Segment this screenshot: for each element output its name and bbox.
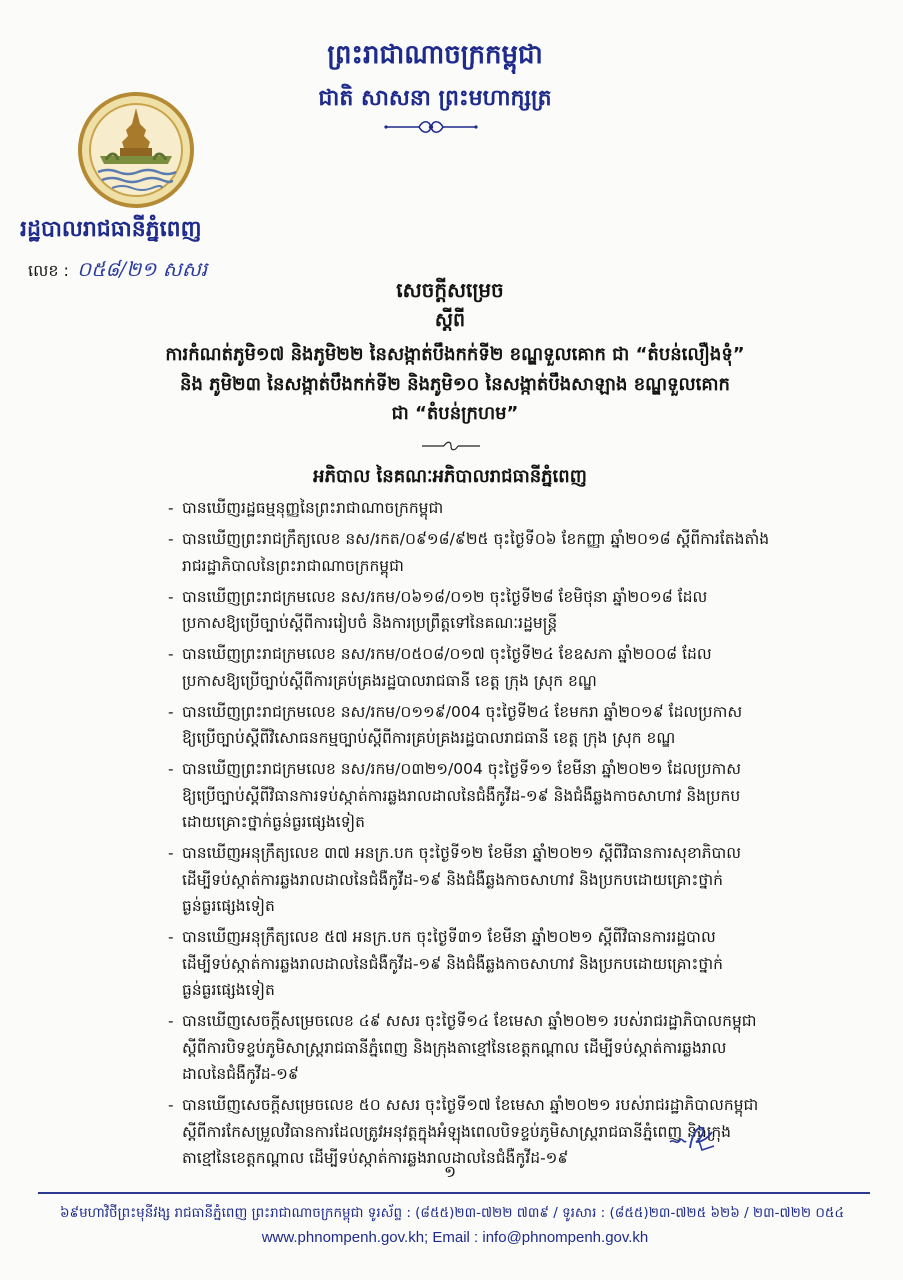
list-item — [166, 495, 858, 522]
list-line: តាខ្មៅនៃខេត្តកណ្តាល ដើម្បីទប់ស្កាត់ការឆ្លងរាលដាលនៃជំងឺកូវីដ-១៩ — [182, 1149, 569, 1167]
list-line: - បានឃើញរដ្ឋធម្មនុញ្ញនៃព្រះរាជាណាចក្រកម្ពុជា — [166, 495, 858, 522]
list-item — [166, 699, 858, 752]
list-line: ដើម្បីទប់ស្កាត់ការឆ្លងរាលដាលនៃជំងឺកូវីដ-១៩ និងជំងឺឆ្លងកាចសាហាវ និងប្រកបដោយគ្រោះថ្នាក់ — [182, 954, 723, 973]
subject-line: និង ភូមិ២៣ នៃសង្កាត់បឹងកក់ទី២ និងភូមិ១០ នៃសង្កាត់បឹងសាឡាង ខណ្ឌទួលគោក — [180, 374, 730, 395]
list-line: - បានឃើញព្រះរាជក្រមលេខ នស/រកម/០៥០៨/០១៧ ចុះថ្ងៃទី២៤ ខែឧសភា ឆ្នាំ២០០៨ ដែល — [166, 641, 858, 668]
decorative-flourish-icon — [383, 117, 479, 137]
footer-website-email: www.phnompenh.gov.kh; Email : info@phnompenh.gov.kh — [261, 1229, 649, 1246]
considerations-list — [166, 495, 858, 1172]
bullet-marker: - — [168, 844, 174, 862]
footer-divider — [38, 1192, 870, 1194]
national-motto: ជាតិ សាសនា ព្រះមហាក្សត្រ — [318, 86, 552, 111]
list-line: - បានឃើញអនុក្រឹត្យលេខ ៣៧ អនក្រ.បក ចុះថ្ងៃទី១២ ខែមីនា ឆ្នាំ២០២១ ស្តីពីវិធានការសុខាភិបាល — [166, 840, 858, 867]
list-line: ស្តីពីការកែសម្រួលវិធានការដែលត្រូវអនុវត្តក្នុងអំឡុងពេលបិទខ្ទប់ភូមិសាស្ត្ររាជធានីភ្នំពេញ និងក្រុង — [182, 1122, 732, 1141]
list-line: - បានឃើញសេចក្តីសម្រេចលេខ ៥០ សសរ ចុះថ្ងៃទី១៧ ខែមេសា ឆ្នាំ២០២១ របស់រាជរដ្ឋាភិបាលកម្ពុជា — [166, 1092, 858, 1119]
issuer-name: រដ្ឋបាលរាជធានីភ្នំពេញ — [20, 217, 202, 242]
list-line: ធ្ងន់ធ្ងរផ្សេងទៀត — [182, 897, 275, 915]
list-item — [166, 756, 858, 836]
list-line: - បានឃើញព្រះរាជក្រមលេខ នស/រកម/០៦១៨/០១២ ចុះថ្ងៃទី២៨ ខែមិថុនា ឆ្នាំ២០១៨ ដែល — [166, 584, 858, 611]
list-line: - បានឃើញព្រះរាជក្រមលេខ នស/រកម/០១១៩/004 ចុះថ្ងៃទី២៤ ខែមករា ឆ្នាំ២០១៩ ដែលប្រកាស — [166, 699, 858, 726]
bullet-marker: - — [168, 587, 174, 606]
list-item — [166, 1092, 858, 1172]
document-number: ០៥៨/២១ សសរ — [76, 257, 208, 281]
bullet-marker: - — [168, 1012, 174, 1030]
list-line: ដោយគ្រោះថ្នាក់ធ្ងន់ធ្ងរផ្សេងទៀត — [182, 813, 366, 831]
list-item — [166, 641, 858, 694]
bullet-marker: - — [168, 760, 174, 778]
list-line: - បានឃើញអនុក្រឹត្យលេខ ៥៧ អនក្រ.បក ចុះថ្ងៃទី៣១ ខែមីនា ឆ្នាំ២០២១ ស្តីពីវិធានការរដ្ឋបាល — [166, 924, 858, 951]
footer-address: ៦៩មហាវិថីព្រះមុនីវង្ស រាជធានីភ្នំពេញ ព្រះរាជាណាចក្រកម្ពុជា ទូរស័ព្ទ : (៨៥៥)២៣-៧២២ ៧៣៩ / ទូរសារ : (៨៥៥)២៣-៧២៥ ៦២៦ / ២៣-៧២២ ០៥៤ — [59, 1205, 845, 1221]
page-number: ១ — [443, 1162, 457, 1181]
list-line: ធ្ងន់ធ្ងរផ្សេងទៀត — [182, 981, 275, 999]
list-item — [166, 840, 858, 920]
bullet-marker: - — [168, 645, 174, 663]
handwritten-initials-icon — [668, 1120, 720, 1154]
issuing-authority: អភិបាល នៃគណៈអភិបាលរាជធានីភ្នំពេញ — [313, 466, 587, 487]
number-label: លេខ : — [28, 261, 69, 280]
list-item — [166, 526, 858, 579]
bullet-marker: - — [168, 702, 174, 721]
list-item — [166, 924, 858, 1004]
list-line: - បានឃើញសេចក្តីសម្រេចលេខ ៤៩ សសរ ចុះថ្ងៃទី១៤ ខែមេសា ឆ្នាំ២០២១ របស់រាជរដ្ឋាភិបាលកម្ពុជា — [166, 1008, 858, 1035]
bullet-marker: - — [168, 1096, 174, 1114]
list-line: ដើម្បីទប់ស្កាត់ការឆ្លងរាលដាលនៃជំងឺកូវីដ-១៩ និងជំងឺឆ្លងកាចសាហាវ និងប្រកបដោយគ្រោះថ្នាក់ — [182, 870, 723, 889]
bullet-marker: - — [168, 530, 174, 548]
bullet-marker: - — [168, 499, 174, 517]
list-line: - បានឃើញព្រះរាជក្រមលេខ នស/រកម/០៣២១/004 ចុះថ្ងៃទី១១ ខែមីនា ឆ្នាំ២០២១ ដែលប្រកាស — [166, 756, 858, 783]
list-line: រាជរដ្ឋាភិបាលនៃព្រះរាជាណាចក្រកម្ពុជា — [182, 556, 404, 575]
list-item — [166, 1008, 858, 1088]
list-line: ឱ្យប្រើច្បាប់ស្តីពីវិសោធនកម្មច្បាប់ស្តីពីការគ្រប់គ្រងរដ្ឋបាលរាជធានី ខេត្ត ក្រុង ស្រុក ខណ្ឌ — [182, 729, 676, 747]
list-line: - បានឃើញព្រះរាជក្រឹត្យលេខ នស/រកត/០៩១៨/៩២៥ ចុះថ្ងៃទី០៦ ខែកញ្ញា ឆ្នាំ២០១៨ ស្តីពីការតែងតាំង — [166, 526, 858, 553]
subject-line: ការកំណត់ភូមិ១៧ និងភូមិ២២ នៃសង្កាត់បឹងកក់ទី២ ខណ្ឌទួលគោក ជា “តំបន់លឿងទុំ” — [165, 344, 745, 365]
list-line: ឱ្យប្រើច្បាប់ស្តីពីវិធានការទប់ស្កាត់ការឆ្លងរាលដាលនៃជំងឺកូវីដ-១៩ និងជំងឺឆ្លងកាចសាហាវ និងប្រកប — [182, 786, 741, 805]
list-line: ដាលនៃជំងឺកូវីដ-១៩ — [182, 1065, 299, 1083]
divider-ornament-icon — [420, 438, 482, 452]
bullet-marker: - — [168, 928, 174, 946]
list-line: ស្តីពីការបិទខ្ទប់ភូមិសាស្ត្ររាជធានីភ្នំពេញ និងក្រុងតាខ្មៅនៃខេត្តកណ្តាល ដើម្បីទប់ស្កាត់ការឆ្លងរាល — [182, 1038, 727, 1057]
list-line: ប្រកាសឱ្យប្រើច្បាប់ស្តីពីការរៀបចំ និងការប្រព្រឹត្តទៅនៃគណៈរដ្ឋមន្ត្រី — [182, 614, 558, 632]
phnom-penh-seal-icon — [76, 90, 196, 210]
subject-line: ជា “តំបន់ក្រហម” — [391, 403, 519, 424]
list-line: ប្រកាសឱ្យប្រើច្បាប់ស្តីពីការគ្រប់គ្រងរដ្ឋបាលរាជធានី ខេត្ត ក្រុង ស្រុក ខណ្ឌ — [182, 671, 597, 690]
document-title: សេចក្តីសម្រេច — [396, 278, 504, 302]
title-about: ស្តីពី — [434, 309, 466, 331]
kingdom-heading: ព្រះរាជាណាចក្រកម្ពុជា — [327, 40, 543, 70]
list-item — [166, 584, 858, 637]
